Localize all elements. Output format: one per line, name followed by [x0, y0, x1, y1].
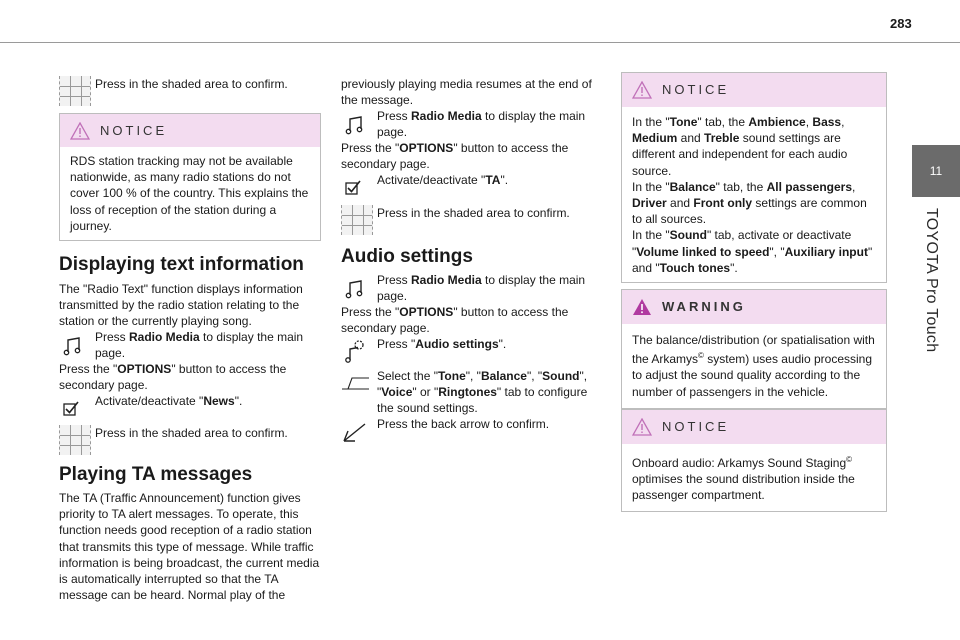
activate-news-step [59, 393, 321, 409]
warning-title: WARNING [662, 299, 746, 314]
sound-label: Sound [669, 228, 707, 243]
text: , [852, 179, 856, 194]
auxiliary-input-label: Auxiliary input [784, 244, 868, 259]
select-tab-step [341, 368, 603, 417]
tone-label: Tone [669, 115, 698, 129]
confirm-step [59, 76, 321, 92]
text: " tab, the [697, 115, 749, 129]
text: ". [234, 394, 243, 408]
text: Activate/deactivate " [95, 394, 204, 408]
text: Onboard audio: Arkamys Sound Staging [632, 456, 847, 470]
text: ". [500, 173, 509, 187]
treble-label: Treble [704, 131, 740, 146]
copyright-mark: © [846, 455, 853, 464]
header-divider [0, 42, 960, 43]
audio-settings-label: Audio settings [415, 337, 499, 351]
options-label: OPTIONS [399, 305, 454, 319]
heading-text-info: Displaying text information [59, 254, 304, 275]
confirm-step [59, 425, 321, 441]
text: Press [95, 330, 130, 344]
text: optimises the sound distribution inside the passenger compartment. [632, 472, 855, 503]
all-passengers-label: All passengers [766, 179, 852, 194]
notice-box-tone [621, 72, 887, 283]
page-number: 283 [890, 16, 912, 31]
radio-media-step [341, 108, 603, 140]
warning-box [621, 289, 887, 409]
options-label: OPTIONS [399, 141, 454, 155]
text: In the " [632, 179, 670, 194]
notice-triangle-icon [70, 122, 90, 140]
text: " button to access the secondary page. [59, 362, 287, 393]
touch-tones-label: Touch tones [659, 260, 731, 275]
text: ", " [769, 244, 785, 259]
ta-label: TA [485, 173, 501, 187]
text: Select the " [377, 369, 438, 383]
notice-box-rds [59, 113, 321, 241]
back-arrow-step [341, 416, 603, 432]
confirm-step [341, 205, 603, 221]
notice-body [622, 444, 886, 511]
news-label: News [203, 394, 235, 408]
options-step [341, 140, 603, 172]
step-text: Press in the shaded area to confirm. [95, 77, 288, 91]
music-note-icon [62, 335, 84, 357]
sound-label: Sound [542, 369, 580, 383]
options-step [59, 361, 321, 393]
text: to display the main page. [95, 330, 304, 361]
copyright-mark: © [698, 351, 704, 361]
step-text: Press in the shaded area to confirm. [377, 206, 570, 220]
bass-label: Bass [812, 115, 842, 129]
text: Press the " [341, 141, 400, 155]
text: to display the main page. [377, 273, 586, 304]
step-text: Press in the shaded area to confirm. [95, 426, 288, 440]
text: Activate/deactivate " [377, 173, 486, 187]
back-arrow-icon [341, 422, 367, 444]
text: Press [377, 273, 412, 287]
settings-note-icon [342, 338, 368, 364]
text: and [666, 196, 694, 211]
text: ", " [377, 369, 588, 400]
driver-label: Driver [632, 196, 667, 211]
notice-body [622, 107, 886, 282]
notice-triangle-icon [632, 81, 652, 99]
volume-speed-label: Volume linked to speed [636, 244, 770, 259]
notice-header [622, 73, 886, 107]
ta-body: The TA (Traffic Announcement) function gives priority to TA alert messages. To operate, this function needs good reception of a radio station that transmits this type of message. While traffic information is being broadcast, the current media is automatically interrupted so that the TA message can be heard. Normal play of the [59, 491, 320, 603]
medium-label: Medium [632, 131, 678, 146]
tab-icon [341, 374, 371, 392]
front-only-label: Front only [693, 196, 753, 211]
text: Press " [377, 337, 416, 351]
shaded-area-icon [59, 76, 91, 106]
text: Press the " [59, 362, 118, 376]
chapter-title: TOYOTA Pro Touch [923, 208, 940, 353]
radio-media-label: Radio Media [129, 330, 200, 344]
notice-title: NOTICE [100, 122, 168, 138]
text: " button to access the secondary page. [341, 141, 569, 172]
text: In the " [632, 115, 670, 129]
ta-continued: previously playing media resumes at the end of the message. [341, 77, 592, 108]
warning-header [622, 290, 886, 324]
chapter-tab: 11 [912, 145, 960, 197]
text: " tab, activate or deactivate " [632, 228, 852, 259]
step-text: Press the back arrow to confirm. [377, 417, 550, 431]
options-label: OPTIONS [117, 362, 172, 376]
ringtones-label: Ringtones [438, 385, 497, 400]
text: to display the main page. [377, 109, 586, 140]
notice-box-onboard [621, 409, 887, 512]
text: Press the " [341, 305, 400, 319]
music-note-icon [344, 114, 366, 136]
shaded-area-icon [59, 425, 91, 455]
audio-settings-step [341, 336, 603, 366]
heading-ta: Playing TA messages [59, 464, 253, 485]
ambience-label: Ambience [748, 115, 806, 129]
text: " tab to configure the sound settings. [377, 385, 588, 416]
music-note-icon [344, 278, 366, 300]
options-step [341, 304, 603, 336]
balance-label: Balance [669, 179, 716, 194]
shaded-area-icon [341, 205, 373, 235]
checkbox-icon [62, 399, 80, 417]
radio-media-step [341, 272, 603, 304]
warning-body [622, 324, 886, 408]
text: , [805, 115, 813, 129]
checkbox-icon [344, 178, 362, 196]
radio-media-step [59, 329, 321, 361]
text: , [841, 115, 845, 129]
text: system) uses audio processing to adjust the sound quality according to the number of passengers in the vehicle. [632, 352, 873, 399]
text: Press [377, 109, 412, 123]
text: and [677, 131, 705, 146]
text: ", " [465, 369, 481, 383]
text: The balance/distribution (or spatialisation with the Arkamys [632, 333, 875, 367]
notice-body: RDS station tracking may not be available nationwide, as many radio stations do not cover 100 % of the country. This explains the loss of reception of the station during a journey. [70, 154, 309, 233]
text: " or " [412, 385, 439, 400]
text: " button to access the secondary page. [341, 305, 569, 336]
text: In the " [632, 228, 670, 243]
tone-label: Tone [437, 369, 466, 383]
text: ". [498, 337, 507, 351]
voice-label: Voice [381, 385, 413, 400]
text: sound settings are different and independent for each audio source. [632, 131, 848, 178]
text: " and " [632, 244, 873, 275]
text: ", " [526, 369, 543, 383]
text-info-intro: The "Radio Text" function displays information transmitted by the radio station relating to the station or the currently playing song. [59, 282, 303, 329]
warning-triangle-icon [632, 298, 652, 316]
notice-header [622, 410, 886, 444]
radio-media-label: Radio Media [411, 109, 482, 123]
radio-media-label: Radio Media [411, 273, 482, 287]
text: ". [730, 260, 738, 275]
activate-ta-step [341, 172, 603, 188]
balance-label: Balance [480, 369, 527, 383]
notice-title: NOTICE [662, 419, 730, 434]
notice-triangle-icon [632, 418, 652, 436]
heading-audio: Audio settings [341, 246, 473, 267]
text: settings are common to all sources. [632, 196, 867, 227]
notice-title: NOTICE [662, 82, 730, 97]
text: " tab, the [715, 179, 767, 194]
notice-header [60, 114, 320, 147]
